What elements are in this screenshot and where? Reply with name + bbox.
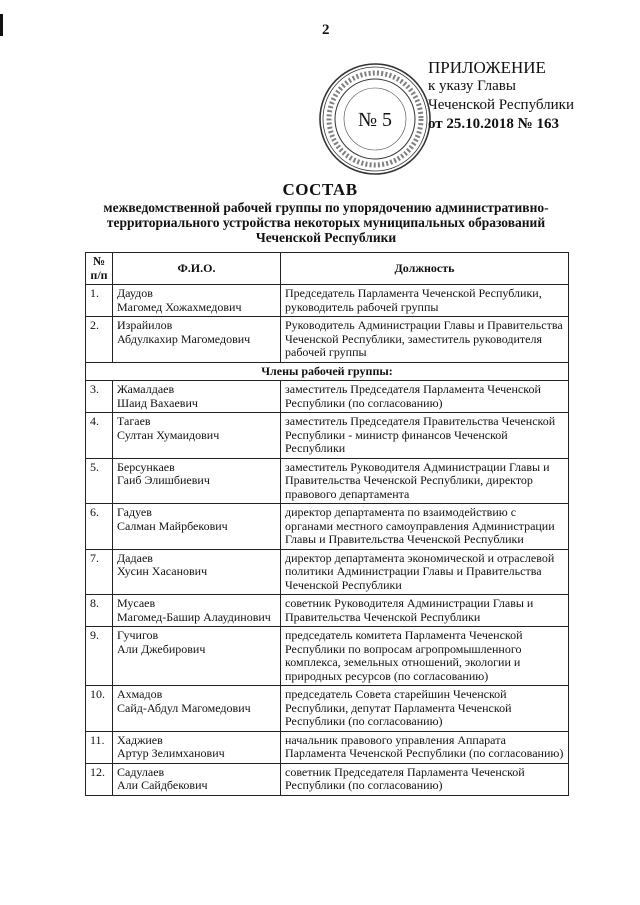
row-given-name: Артур Зелимханович bbox=[117, 746, 225, 760]
appendix-header bbox=[428, 58, 574, 134]
row-name bbox=[113, 763, 281, 795]
official-seal-stamp bbox=[318, 62, 432, 176]
row-surname: Садулаев bbox=[117, 764, 165, 779]
row-position: советник Председателя Парламента Чеченской Республики (по согласованию) bbox=[281, 763, 569, 795]
row-surname: Гадуев bbox=[117, 505, 152, 519]
row-position: начальник правового управления Аппарата Парламента Чеченской Республики (по согласованию) bbox=[281, 731, 569, 763]
row-surname: Даудов bbox=[117, 286, 153, 300]
row-surname: Хаджиев bbox=[117, 732, 163, 747]
row-surname: Жамалдаев bbox=[117, 382, 175, 396]
row-surname: Ахмадов bbox=[117, 687, 163, 701]
row-position: директор департамента по взаимодействию с органами местного самоуправления Администрации Главы и Правительства Чеченской Республики bbox=[281, 504, 569, 550]
page-number: 2 bbox=[322, 22, 330, 38]
header-position: Должность bbox=[281, 253, 569, 285]
header-num: № п/п bbox=[86, 253, 113, 285]
document-title: СОСТАВ bbox=[282, 180, 358, 199]
header-name: Ф.И.О. bbox=[113, 253, 281, 285]
table-row bbox=[86, 458, 569, 504]
row-num: 10. bbox=[86, 686, 113, 732]
row-given-name: Шаид Вахаевич bbox=[117, 395, 198, 410]
row-given-name: Магомед-Башир Алаудинович bbox=[117, 609, 271, 624]
row-given-name: Али Сайдбекович bbox=[117, 778, 208, 792]
row-position: председатель комитета Парламента Чеченской Республики по вопросам агропромышленного комплекса, земельных отношений, экологии и природных ресурсов (по согласованию) bbox=[281, 627, 569, 686]
row-num: 6. bbox=[86, 504, 113, 550]
row-surname: Израйилов bbox=[117, 318, 173, 332]
row-num: 8. bbox=[86, 595, 113, 627]
row-given-name: Али Джебирович bbox=[117, 641, 206, 656]
row-name bbox=[113, 595, 281, 627]
table-row bbox=[86, 595, 569, 627]
row-name bbox=[113, 458, 281, 504]
table-row bbox=[86, 317, 569, 363]
scan-edge-mark bbox=[0, 14, 3, 36]
document-subtitle: межведомственной рабочей группы по упорядочению административно-территориального устройства некоторых муниципальных образований Чеченской Республики bbox=[103, 200, 549, 245]
seal-number: № 5 bbox=[357, 109, 393, 131]
row-name bbox=[113, 731, 281, 763]
table-row bbox=[86, 504, 569, 550]
row-position: Руководитель Администрации Главы и Правительства Чеченской Республики, заместитель руководителя рабочей группы bbox=[281, 317, 569, 363]
row-num: 3. bbox=[86, 381, 113, 413]
row-num: 12. bbox=[86, 763, 113, 795]
row-surname: Мусаев bbox=[117, 596, 156, 610]
table-row bbox=[86, 285, 569, 317]
row-name bbox=[113, 285, 281, 317]
row-given-name: Сайд-Абдул Магомедович bbox=[117, 700, 251, 715]
row-name bbox=[113, 627, 281, 686]
table-row bbox=[86, 549, 569, 595]
row-position: председатель Совета старейшин Чеченской Республики, депутат Парламента Чеченской Республики (по согласованию) bbox=[281, 686, 569, 732]
row-name bbox=[113, 686, 281, 732]
row-given-name: Магомед Хожахмедович bbox=[117, 299, 242, 314]
row-num: 7. bbox=[86, 549, 113, 595]
table-row bbox=[86, 627, 569, 686]
row-num: 9. bbox=[86, 627, 113, 686]
row-name bbox=[113, 381, 281, 413]
row-surname: Тагаев bbox=[117, 414, 151, 428]
appendix-republic: Чеченской Республики bbox=[428, 97, 574, 113]
row-num: 1. bbox=[86, 285, 113, 317]
row-name bbox=[113, 413, 281, 459]
table-row bbox=[86, 763, 569, 795]
row-given-name: Хусин Хасанович bbox=[117, 564, 208, 578]
row-position: Председатель Парламента Чеченской Республики, руководитель рабочей группы bbox=[281, 285, 569, 317]
table-row bbox=[86, 686, 569, 732]
row-surname: Гучигов bbox=[117, 628, 159, 642]
row-surname: Берсункаев bbox=[117, 459, 175, 474]
row-position: советник Руководителя Администрации Главы и Правительства Чеченской Республики bbox=[281, 595, 569, 627]
row-position: заместитель Руководителя Администрации Главы и Правительства Чеченской Республики, директор правового департамента bbox=[281, 458, 569, 504]
row-num: 2. bbox=[86, 317, 113, 363]
row-given-name: Гаиб Элишбиевич bbox=[117, 473, 210, 487]
members-group-label: Члены рабочей группы: bbox=[86, 362, 569, 381]
appendix-date-number: от 25.10.2018 № 163 bbox=[428, 116, 559, 132]
row-name bbox=[113, 504, 281, 550]
row-num: 11. bbox=[86, 731, 113, 763]
table-header-row bbox=[86, 253, 569, 285]
table-row bbox=[86, 731, 569, 763]
row-position: заместитель Председателя Парламента Чеченской Республики (по согласованию) bbox=[281, 381, 569, 413]
row-position: директор департамента экономической и отраслевой политики Администрации Главы и Правительства Чеченской Республики bbox=[281, 549, 569, 595]
members-group-row bbox=[86, 362, 569, 381]
row-num: 5. bbox=[86, 458, 113, 504]
appendix-decree-ref: к указу Главы bbox=[428, 78, 516, 94]
row-name bbox=[113, 317, 281, 363]
row-given-name: Абдулкахир Магомедович bbox=[117, 331, 251, 346]
appendix-title: ПРИЛОЖЕНИЕ bbox=[428, 58, 546, 77]
row-given-name: Султан Хумаидович bbox=[117, 427, 220, 442]
row-given-name: Салман Майрбекович bbox=[117, 518, 228, 533]
row-position: заместитель Председателя Правительства Чеченской Республики - министр финансов Чеченской Республики bbox=[281, 413, 569, 459]
row-surname: Дадаев bbox=[117, 550, 153, 565]
table-row bbox=[86, 381, 569, 413]
members-table bbox=[85, 252, 569, 796]
table-row bbox=[86, 413, 569, 459]
row-name bbox=[113, 549, 281, 595]
row-num: 4. bbox=[86, 413, 113, 459]
